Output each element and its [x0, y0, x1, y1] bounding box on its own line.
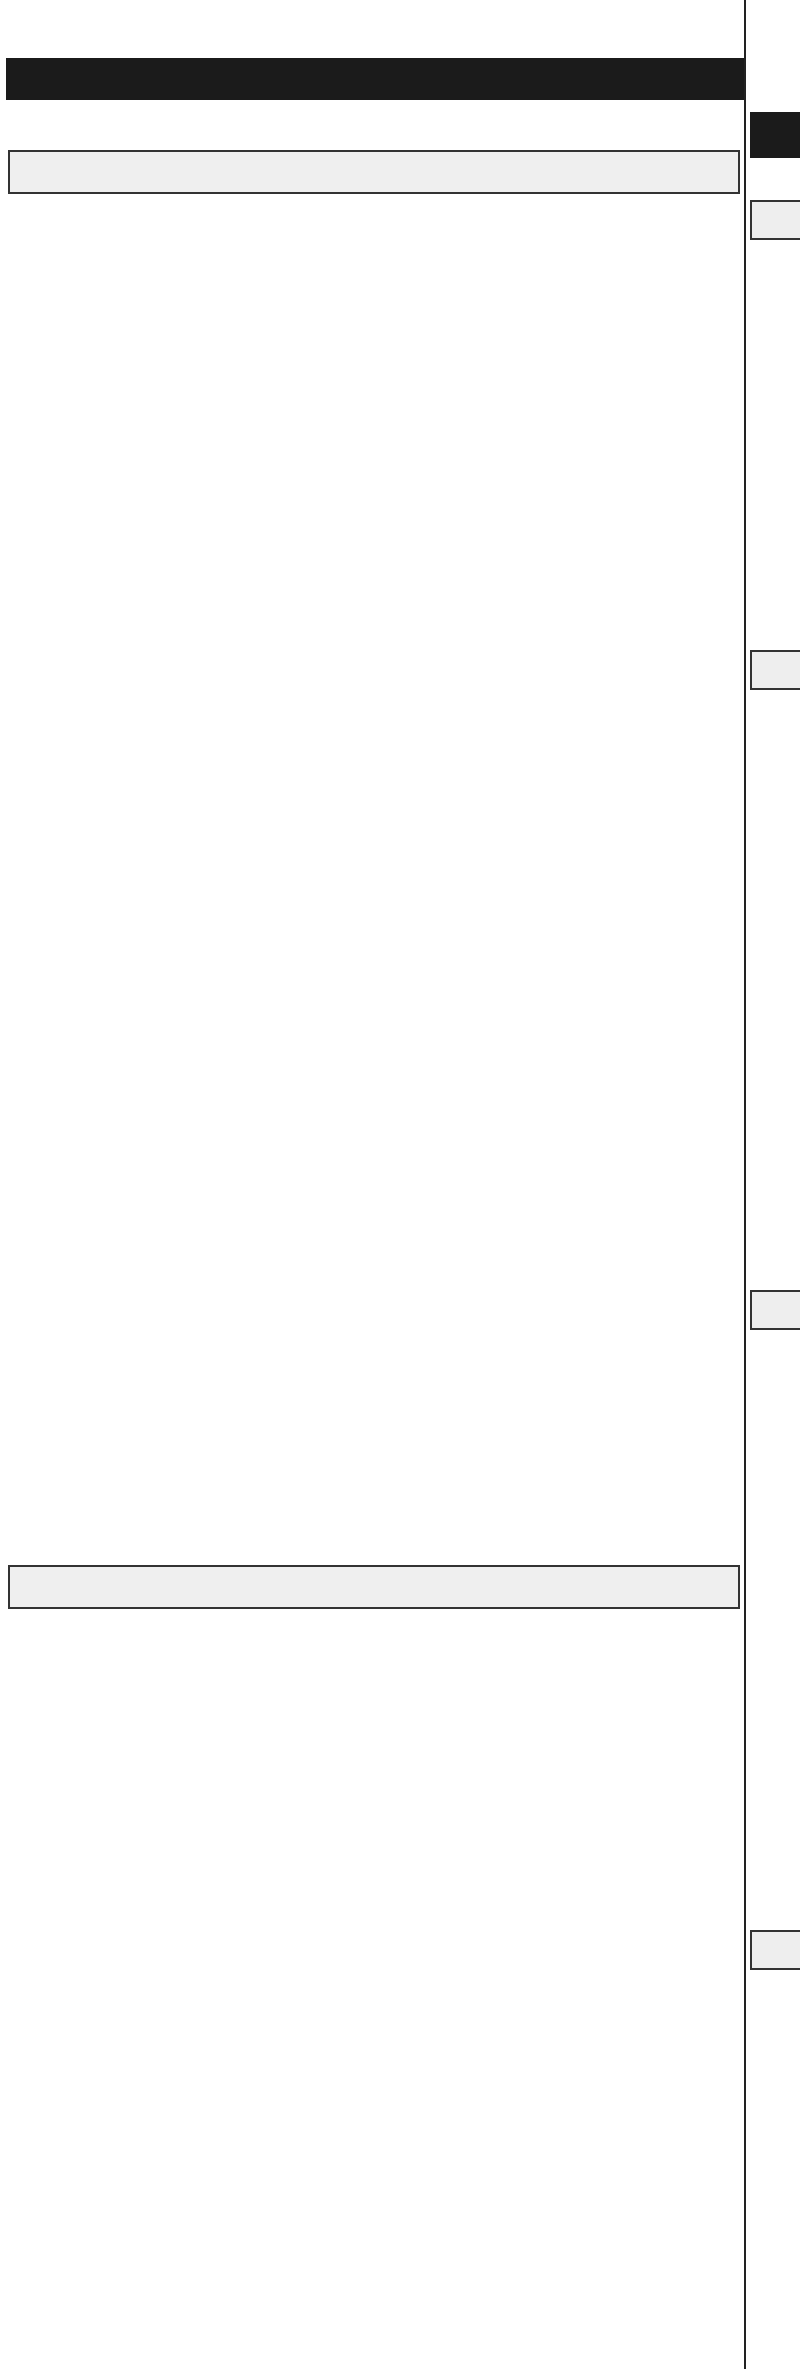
- strip-box-4: [750, 1930, 800, 1970]
- strip-box-1: [750, 200, 800, 240]
- district-coordinator-row: [6, 118, 744, 148]
- strip-box-2: [750, 650, 800, 690]
- north-title: [8, 150, 740, 194]
- district-title: [6, 58, 744, 100]
- south-title: [8, 1565, 740, 1609]
- document-main: [6, 0, 746, 2369]
- strip-box-3: [750, 1290, 800, 1330]
- right-column-strip: [750, 0, 800, 2379]
- strip-dark-band: [750, 112, 800, 158]
